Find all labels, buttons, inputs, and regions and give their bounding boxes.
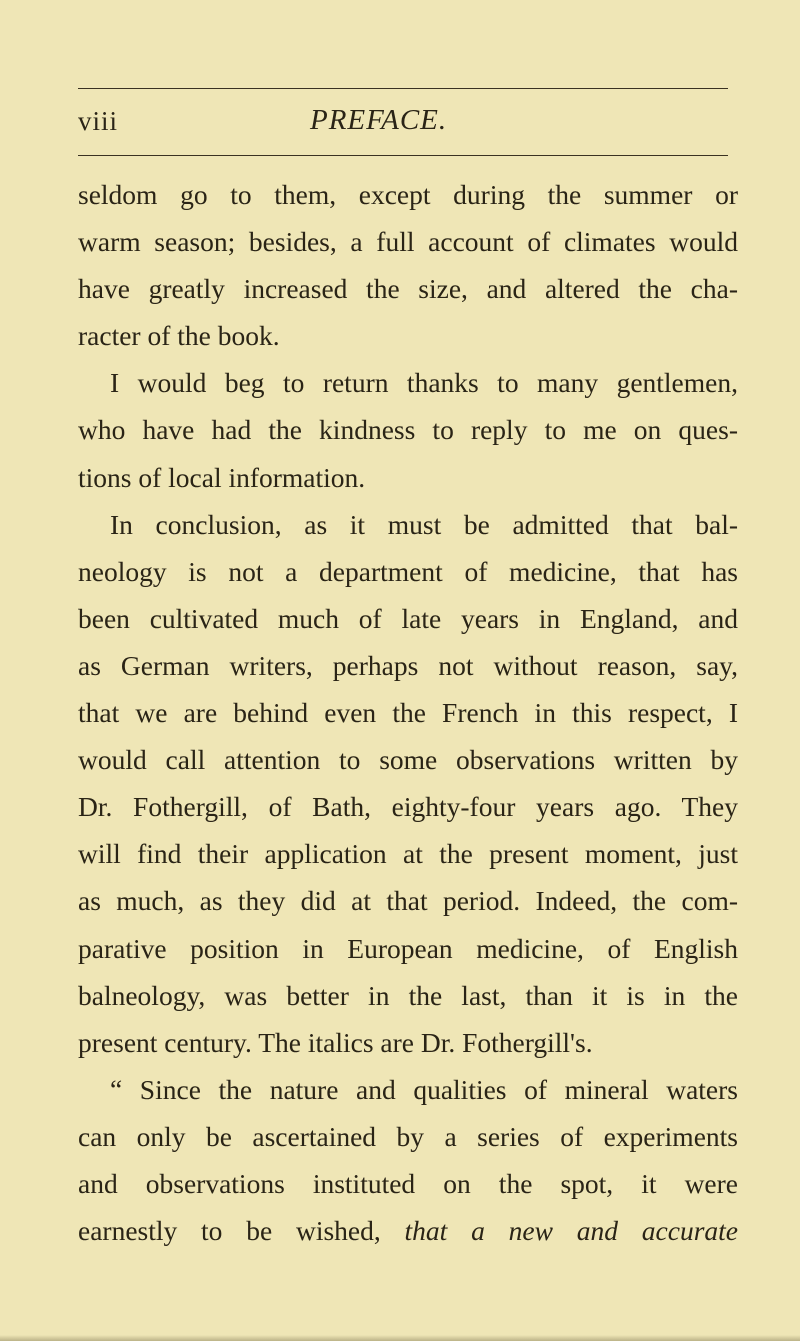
body-text <box>78 171 738 1254</box>
page-number: viii <box>78 106 119 136</box>
text-line: as much, as they did at that period. Indeed, the com- <box>78 885 738 917</box>
text-line: seldom go to them, except during the summer or <box>78 179 738 210</box>
text-line: “ Since the nature and qualities of mineral waters <box>110 1073 738 1105</box>
text-line: warm season; besides, a full account of climates would <box>78 226 738 258</box>
running-title: PREFACE. <box>310 104 448 136</box>
text-italic: that a new and accurate <box>404 1215 738 1247</box>
page-header <box>78 98 728 144</box>
text-line: present century. The italics are Dr. Fothergill's. <box>78 1026 593 1058</box>
text-line: tions of local information. <box>78 461 366 493</box>
text-line: that we are behind even the French in this respect, I <box>78 697 738 729</box>
header-top-rule <box>78 88 728 89</box>
text-line-last <box>78 1207 738 1254</box>
text-line: who have had the kindness to reply to me on ques- <box>78 414 738 446</box>
page-edge-shadow <box>0 1335 800 1341</box>
text-line: would call attention to some observations written by <box>78 744 738 776</box>
text-line: Dr. Fothergill, of Bath, eighty-four years ago. They <box>78 791 738 823</box>
text-line: racter of the book. <box>78 320 280 352</box>
text-line: been cultivated much of late years in England, and <box>78 602 738 634</box>
text-line: In conclusion, as it must be admitted that bal- <box>110 508 738 540</box>
text-line: balneology, was better in the last, than it is in the <box>78 979 738 1011</box>
text-line: and observations instituted on the spot, it were <box>78 1167 738 1199</box>
text-line: will find their application at the present moment, just <box>78 838 738 870</box>
text-line: parative position in European medicine, of English <box>78 932 738 964</box>
header-rule <box>78 155 728 156</box>
text-line: as German writers, perhaps not without reason, say, <box>78 649 738 681</box>
text-line: can only be ascertained by a series of experiments <box>78 1120 738 1152</box>
text-roman: earnestly to be wished, <box>78 1215 405 1247</box>
text-line: I would beg to return thanks to many gentlemen, <box>110 367 738 399</box>
text-line: neology is not a department of medicine, that has <box>78 555 738 587</box>
text-line: have greatly increased the size, and altered the cha- <box>78 273 738 305</box>
